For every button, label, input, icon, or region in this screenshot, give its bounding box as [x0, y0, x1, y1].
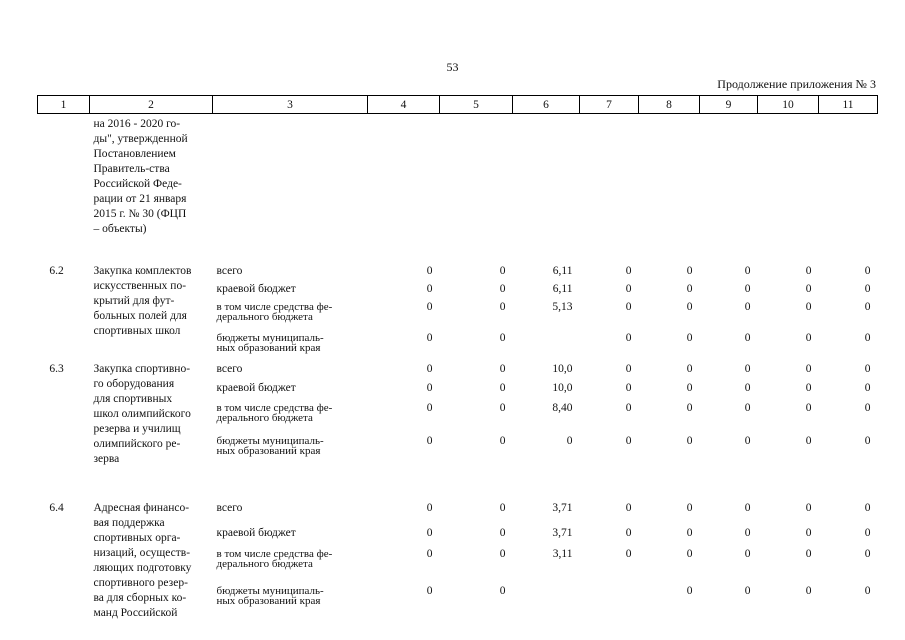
value-cell: 0 — [566, 434, 573, 447]
value-cell: 0 — [625, 502, 632, 514]
table-row — [38, 362, 878, 381]
value-cell: 0 — [426, 363, 433, 375]
value-cell: 0 — [625, 401, 632, 414]
value-cell: 0 — [864, 401, 871, 414]
value-cell: 0 — [805, 527, 812, 540]
value-cell: 0 — [864, 585, 871, 598]
value-cell: 0 — [744, 363, 751, 375]
continuation-note: Продолжение приложения № 3 — [717, 77, 876, 91]
carryover-text: на 2016 - 2020 го- ды", утвержденной Постановлением Правитель-ства Российской Феде- рации от 21 января 2015 г. № 30 (ФЦП – объекты) — [93, 118, 188, 235]
value-cell: 0 — [744, 585, 751, 598]
table-row — [38, 256, 878, 282]
value-cell: 0 — [625, 363, 632, 375]
value-cell: 0 — [499, 382, 506, 395]
section-name: Закупка спортивно- го оборудования для спортивных школ олимпийского резерва и училищ олимпийского ре- зерва — [93, 363, 191, 465]
value-cell: 0 — [805, 401, 812, 414]
value-cell: 0 — [625, 382, 632, 395]
funding-source: бюджеты муниципаль- ных образований края — [216, 434, 324, 457]
value-cell: 0 — [744, 502, 751, 514]
value-cell: 0 — [744, 548, 751, 561]
value-cell: 0 — [625, 434, 632, 447]
value-cell: 0 — [805, 502, 812, 514]
column-header: 6 — [513, 96, 580, 114]
value-cell: 0 — [686, 434, 693, 447]
value-cell: 3,71 — [552, 527, 573, 540]
value-cell: 0 — [426, 585, 433, 598]
value-cell: 10,0 — [552, 363, 573, 375]
value-cell: 0 — [744, 527, 751, 540]
value-cell: 5,13 — [552, 301, 573, 313]
value-cell: 0 — [805, 585, 812, 598]
funding-source: в том числе средства фе- дерального бюджета — [216, 401, 333, 424]
value-cell: 0 — [499, 585, 506, 598]
value-cell: 0 — [864, 332, 871, 344]
value-cell: 0 — [805, 434, 812, 447]
column-header: 5 — [440, 96, 513, 114]
value-cell: 0 — [744, 332, 751, 344]
value-cell: 0 — [499, 401, 506, 414]
value-cell — [513, 584, 580, 621]
funding-source: всего — [216, 265, 243, 277]
funding-source: в том числе средства фе- дерального бюджета — [216, 301, 333, 323]
value-cell: 0 — [499, 363, 506, 375]
value-cell: 0 — [864, 502, 871, 514]
value-cell: 0 — [686, 283, 693, 295]
column-header: 9 — [700, 96, 758, 114]
column-header: 11 — [819, 96, 878, 114]
funding-source: всего — [216, 363, 243, 375]
value-cell: 0 — [864, 382, 871, 395]
value-cell: 6,11 — [552, 265, 573, 277]
value-cell: 0 — [499, 301, 506, 313]
value-cell: 0 — [686, 548, 693, 561]
value-cell: 0 — [864, 265, 871, 277]
value-cell: 0 — [744, 265, 751, 277]
section-name: Закупка комплектов искусственных по- крытий для фут- больных полей для спортивных школ — [93, 265, 192, 337]
value-cell — [580, 584, 639, 621]
column-header: 2 — [90, 96, 213, 114]
value-cell: 3,71 — [552, 502, 573, 514]
column-number-row — [38, 96, 878, 114]
section-name: Адресная финансо- вая поддержка спортивных орга- низаций, осуществ- ляющих подготовку спортивного резер- ва для сборных ко- манд Российской — [93, 502, 192, 619]
value-cell: 0 — [426, 502, 433, 514]
section-code: 6.2 — [49, 265, 64, 277]
value-cell: 0 — [805, 301, 812, 313]
value-cell: 0 — [499, 332, 506, 344]
value-cell: 0 — [499, 283, 506, 295]
value-cell — [513, 331, 580, 362]
value-cell: 0 — [686, 502, 693, 514]
value-cell: 0 — [686, 265, 693, 277]
funding-source: краевой бюджет — [216, 283, 296, 295]
value-cell: 0 — [805, 283, 812, 295]
funding-source: в том числе средства фе- дерального бюджета — [216, 548, 333, 571]
value-cell: 0 — [426, 382, 433, 395]
value-cell: 10,0 — [552, 382, 573, 395]
value-cell: 0 — [686, 401, 693, 414]
column-header: 10 — [758, 96, 819, 114]
value-cell: 0 — [864, 434, 871, 447]
value-cell: 0 — [625, 527, 632, 540]
value-cell: 0 — [625, 332, 632, 344]
value-cell: 0 — [805, 265, 812, 277]
value-cell: 0 — [426, 265, 433, 277]
column-header: 3 — [213, 96, 368, 114]
value-cell: 0 — [426, 301, 433, 313]
value-cell: 0 — [499, 548, 506, 561]
value-cell: 0 — [864, 363, 871, 375]
value-cell: 0 — [686, 363, 693, 375]
column-header: 7 — [580, 96, 639, 114]
value-cell: 0 — [744, 434, 751, 447]
value-cell: 0 — [426, 548, 433, 561]
value-cell: 8,40 — [552, 401, 573, 414]
value-cell: 0 — [499, 502, 506, 514]
sections-body — [38, 256, 878, 621]
section-code: 6.3 — [49, 363, 64, 375]
value-cell: 0 — [744, 283, 751, 295]
value-cell: 0 — [805, 332, 812, 344]
value-cell: 0 — [864, 548, 871, 561]
value-cell: 0 — [426, 332, 433, 344]
value-cell: 0 — [426, 401, 433, 414]
funding-source: бюджеты муниципаль- ных образований края — [216, 332, 324, 354]
value-cell: 0 — [625, 548, 632, 561]
carryover-row — [38, 114, 878, 257]
column-header: 4 — [368, 96, 440, 114]
value-cell: 0 — [805, 548, 812, 561]
value-cell: 0 — [499, 265, 506, 277]
value-cell: 0 — [686, 332, 693, 344]
value-cell: 0 — [625, 265, 632, 277]
value-cell: 0 — [499, 434, 506, 447]
value-cell: 3,11 — [552, 548, 573, 561]
value-cell: 6,11 — [552, 283, 573, 295]
value-cell: 0 — [499, 527, 506, 540]
page-number: 53 — [446, 60, 459, 74]
funding-source: краевой бюджет — [216, 527, 296, 540]
value-cell: 0 — [805, 363, 812, 375]
value-cell: 0 — [686, 382, 693, 395]
funding-source: краевой бюджет — [216, 382, 296, 395]
column-header: 1 — [38, 96, 90, 114]
section-spacer — [38, 467, 878, 481]
table-row — [38, 481, 878, 526]
value-cell: 0 — [686, 527, 693, 540]
value-cell: 0 — [686, 585, 693, 598]
value-cell: 0 — [686, 301, 693, 313]
value-cell: 0 — [805, 382, 812, 395]
value-cell: 0 — [864, 283, 871, 295]
value-cell: 0 — [426, 527, 433, 540]
column-header: 8 — [639, 96, 700, 114]
section-code: 6.4 — [49, 502, 64, 514]
value-cell: 0 — [426, 283, 433, 295]
funding-source: бюджеты муниципаль- ных образований края — [216, 585, 324, 608]
value-cell: 0 — [625, 283, 632, 295]
value-cell: 0 — [744, 401, 751, 414]
value-cell: 0 — [426, 434, 433, 447]
value-cell: 0 — [864, 301, 871, 313]
appendix-table — [37, 95, 878, 621]
value-cell: 0 — [744, 382, 751, 395]
value-cell: 0 — [625, 301, 632, 313]
value-cell: 0 — [744, 301, 751, 313]
value-cell: 0 — [864, 527, 871, 540]
funding-source: всего — [216, 502, 243, 514]
